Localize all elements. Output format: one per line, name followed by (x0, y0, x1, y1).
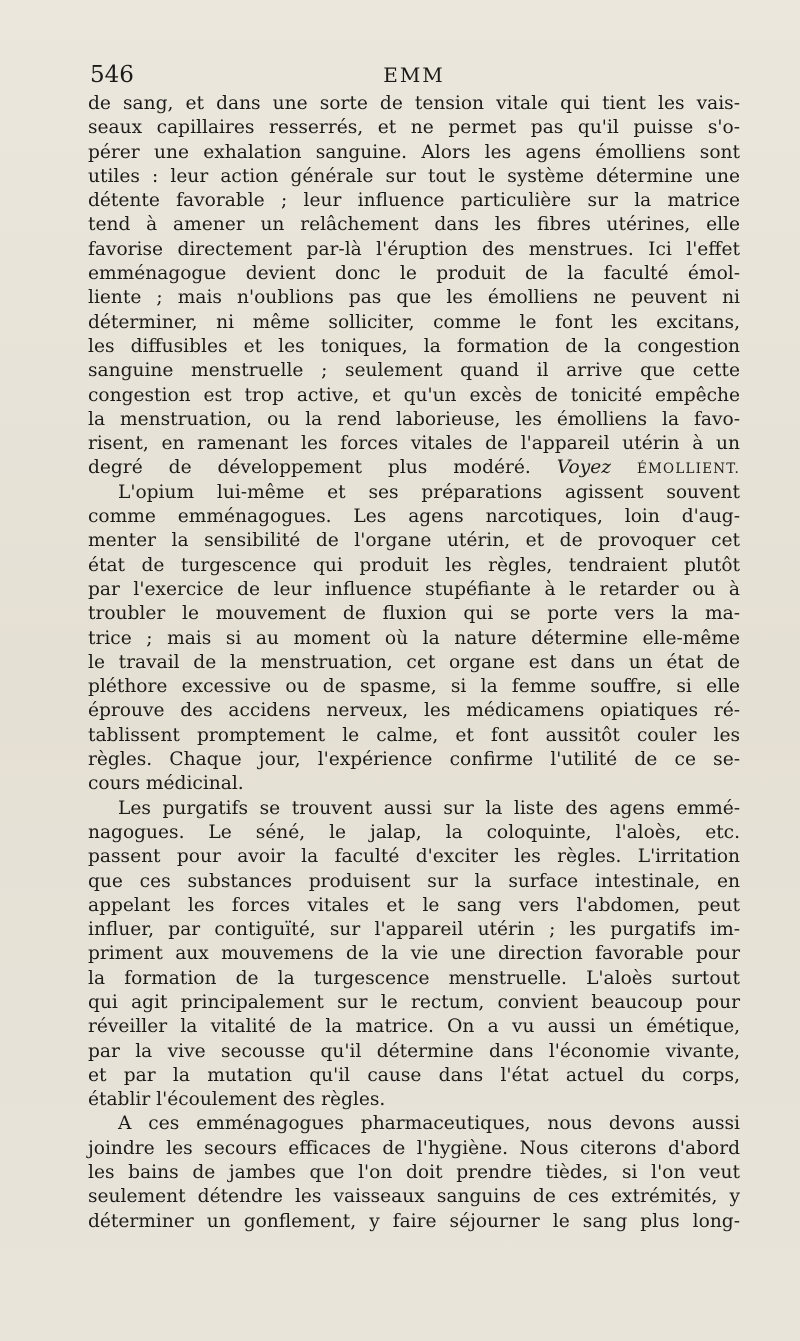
line-text: degré de développement plus modéré. (88, 457, 531, 479)
text-line (88, 432, 740, 456)
line-text: seulement détendre les vaisseaux sanguins de ces extrémités, y (88, 1186, 740, 1208)
line-text: que ces substances produisent sur la surface intestinale, en (88, 870, 740, 892)
text-line (88, 481, 740, 505)
line-text: pérer une exhalation sanguine. Alors les agens émolliens sont (88, 141, 740, 163)
text-line (88, 529, 740, 553)
text-line (88, 1015, 740, 1039)
line-text: A ces emménagogues pharmaceutiques, nous devons aussi (118, 1113, 740, 1135)
text-line (88, 894, 740, 918)
line-text: seaux capillaires resserrés, et ne permet pas qu'il puisse s'o- (88, 117, 740, 139)
line-text: joindre les secours efficaces de l'hygiène. Nous citerons d'abord (88, 1137, 740, 1159)
text-line (88, 92, 740, 116)
text-line (88, 189, 740, 213)
line-text: réveiller la vitalité de la matrice. On a vu aussi un émétique, (88, 1016, 740, 1038)
line-text: passent pour avoir la faculté d'exciter les règles. L'irritation (88, 846, 740, 868)
line-text: liente ; mais n'oublions pas que les émolliens ne peuvent ni (88, 287, 740, 309)
text-line (88, 967, 740, 991)
line-text: état de turgescence qui produit les règles, tendraient plutôt (88, 554, 740, 576)
line-text: troubler le mouvement de fluxion qui se porte vers la ma- (88, 603, 740, 625)
see-also-reference: Voyez (556, 457, 612, 479)
text-line (88, 821, 740, 845)
text-line (88, 918, 740, 942)
text-line (88, 772, 740, 796)
line-text: congestion est trop active, et qu'un excès de tonicité empêche (88, 384, 740, 406)
line-text: nagogues. Le séné, le jalap, la coloquinte, l'aloès, etc. (88, 821, 740, 843)
line-text: tablissent promptement le calme, et font aussitôt couler les (88, 724, 740, 746)
line-text: emménagogue devient donc le produit de la faculté émol- (88, 263, 740, 285)
text-line (88, 238, 740, 262)
text-line (88, 384, 740, 408)
line-text: tend à amener un relâchement dans les fibres utérines, elle (88, 214, 740, 236)
line-text: menter la sensibilité de l'organe utérin, et de provoquer cet (88, 530, 740, 552)
text-line (88, 699, 740, 723)
text-line (88, 505, 740, 529)
line-text: comme emménagogues. Les agens narcotiques, loin d'aug- (88, 506, 740, 528)
line-text: les bains de jambes que l'on doit prendre tièdes, si l'on veut (88, 1162, 740, 1184)
text-line (88, 116, 740, 140)
line-text: cours médicinal. (88, 773, 244, 795)
line-text: sanguine menstruelle ; seulement quand il arrive que cette (88, 360, 740, 382)
line-text: la menstruation, ou la rend laborieuse, les émolliens la favo- (88, 408, 740, 430)
text-line (88, 1161, 740, 1185)
running-head (88, 58, 740, 92)
text-line (88, 165, 740, 189)
body-text (88, 92, 740, 1234)
line-text: L'opium lui-même et ses préparations agissent souvent (118, 481, 740, 503)
text-line (88, 797, 740, 821)
text-line (88, 335, 740, 359)
text-line (88, 1040, 740, 1064)
text-line (88, 1185, 740, 1209)
text-line (88, 578, 740, 602)
line-text: par l'exercice de leur influence stupéfiante à le retarder ou à (88, 578, 740, 600)
line-text: déterminer, ni même solliciter, comme le font les excitans, (88, 311, 740, 333)
text-line (88, 141, 740, 165)
line-text: détente favorable ; leur influence particulière sur la matrice (88, 190, 740, 212)
line-text: les diffusibles et les toniques, la formation de la congestion (88, 335, 740, 357)
text-line (88, 748, 740, 772)
line-text: déterminer un gonflement, y faire séjourner le sang plus long- (88, 1210, 740, 1232)
line-text: influer, par contiguïté, sur l'appareil utérin ; les purgatifs im- (88, 919, 740, 941)
text-line (88, 870, 740, 894)
line-text: règles. Chaque jour, l'expérience confirme l'utilité de ce se- (88, 749, 740, 771)
line-text: appelant les forces vitales et le sang vers l'abdomen, peut (88, 894, 740, 916)
line-text: risent, en ramenant les forces vitales de l'appareil utérin à un (88, 433, 740, 455)
text-line (88, 554, 740, 578)
cross-reference-term: ÉMOLLIENT. (636, 461, 740, 478)
text-line (88, 724, 740, 748)
text-line (88, 1210, 740, 1234)
text-line (88, 1064, 740, 1088)
text-line (88, 262, 740, 286)
line-text: priment aux mouvemens de la vie une direction favorable pour (88, 943, 740, 965)
text-line (88, 1112, 740, 1136)
line-text: qui agit principalement sur le rectum, convient beaucoup pour (88, 991, 740, 1013)
line-text: éprouve des accidens nerveux, les médicamens opiatiques ré- (88, 700, 740, 722)
text-line (88, 359, 740, 383)
line-text: et par la mutation qu'il cause dans l'état actuel du corps, (88, 1064, 740, 1086)
text-line (88, 942, 740, 966)
text-line (88, 286, 740, 310)
text-line (88, 456, 740, 480)
text-line (88, 408, 740, 432)
line-text: établir l'écoulement des règles. (88, 1089, 386, 1111)
line-text: la formation de la turgescence menstruelle. L'aloès surtout (88, 967, 740, 989)
running-head-title: EMM (383, 63, 445, 87)
line-text: de sang, et dans une sorte de tension vitale qui tient les vais- (88, 93, 740, 114)
line-text: Les purgatifs se trouvent aussi sur la liste des agens emmé- (118, 797, 740, 819)
text-line (88, 213, 740, 237)
page-number: 546 (90, 62, 134, 88)
text-line (88, 627, 740, 651)
text-line (88, 845, 740, 869)
line-text: utiles : leur action générale sur tout le système détermine une (88, 165, 740, 187)
text-line (88, 1088, 740, 1112)
line-text: pléthore excessive ou de spasme, si la femme souffre, si elle (88, 676, 740, 698)
line-text: par la vive secousse qu'il détermine dans l'économie vivante, (88, 1040, 740, 1062)
text-line (88, 1137, 740, 1161)
text-line (88, 311, 740, 335)
line-text: le travail de la menstruation, cet organe est dans un état de (88, 651, 740, 673)
line-text: favorise directement par-là l'éruption des menstrues. Ici l'effet (88, 238, 740, 260)
text-line (88, 991, 740, 1015)
line-text: trice ; mais si au moment où la nature détermine elle-même (88, 627, 740, 649)
text-line (88, 675, 740, 699)
text-line (88, 651, 740, 675)
text-line (88, 602, 740, 626)
